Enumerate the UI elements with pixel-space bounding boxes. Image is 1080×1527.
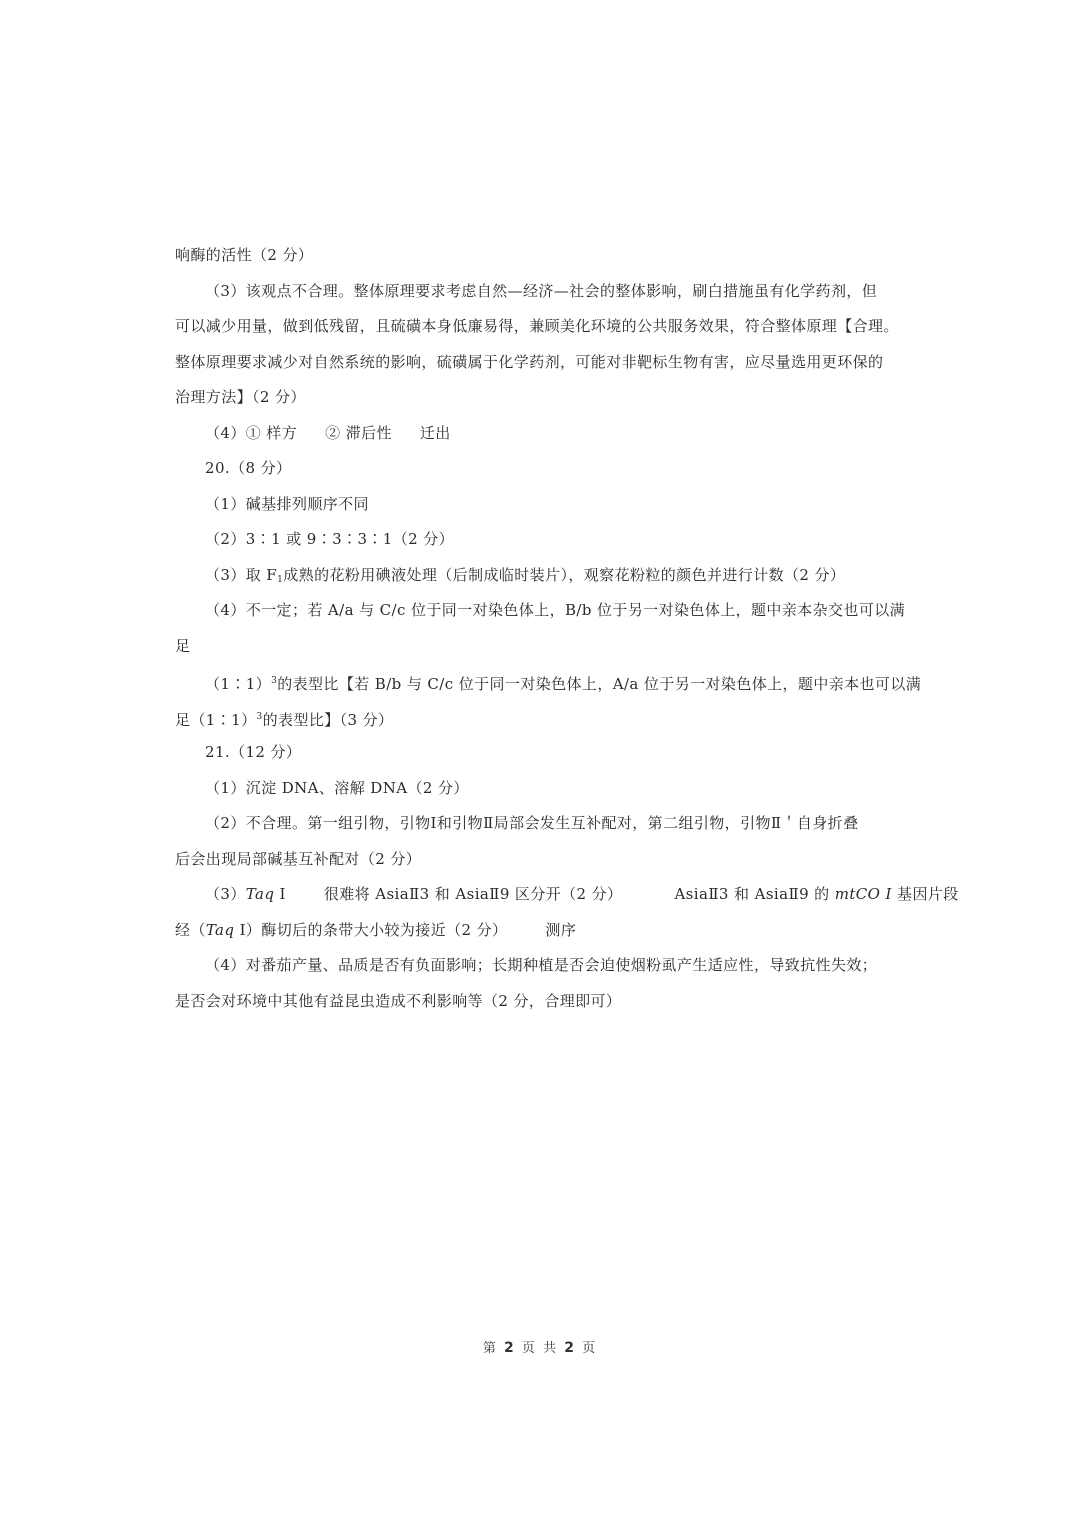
- answer-line: （3）该观点不合理。整体原理要求考虑自然—经济—社会的整体影响，刷白措施虽有化学药剂，但: [205, 282, 878, 300]
- superscript: 3: [271, 676, 278, 686]
- answer-line: 可以减少用量，做到低残留，且硫磺本身低廉易得，兼顾美化环境的公共服务效果，符合整体原理【合理。: [175, 317, 899, 335]
- answer-line: （1）沉淀 DNA、溶解 DNA（2 分）: [205, 779, 469, 797]
- answer-line: [175, 919, 915, 941]
- answer-line: 整体原理要求减少对自然系统的影响，硫磺属于化学药剂，可能对非靶标生物有害，应尽量选用更环保的: [175, 353, 884, 371]
- answer-part: ② 滞后性: [325, 424, 392, 442]
- answer-line: （2）不合理。第一组引物，引物Ⅰ和引物Ⅱ局部会发生互补配对，第二组引物，引物Ⅱ＇自身折叠: [205, 814, 859, 832]
- answer-line: [205, 422, 915, 444]
- answer-part: 成熟的花粉用碘液处理（后制成临时装片），观察花粉粒的颜色并进行计数（2 分）: [283, 566, 846, 584]
- answer-line: [175, 706, 915, 731]
- answer-part: （3）: [205, 885, 246, 903]
- answer-part: 的表型比】（3 分）: [262, 711, 394, 729]
- answer-line: 足: [175, 637, 191, 655]
- answer-line: （1）碱基排列顺序不同: [205, 495, 369, 513]
- answer-line: 是否会对环境中其他有益昆虫造成不利影响等（2 分，合理即可）: [175, 992, 622, 1010]
- question-number: 21.（12 分）: [205, 743, 302, 761]
- answer-part: 测序: [545, 921, 577, 939]
- question-number: 20.（8 分）: [205, 459, 292, 477]
- page-footer: [0, 1337, 1080, 1356]
- answer-part: 迁出: [419, 424, 451, 442]
- answer-line: （4）不一定；若 A/a 与 C/c 位于同一对染色体上，B/b 位于另一对染色体上，题中亲本杂交也可以满: [205, 601, 906, 619]
- answer-part: 的表型比【若 B/b 与 C/c 位于同一对染色体上，A/a 位于另一对染色体上，题中亲本也可以满: [277, 675, 922, 693]
- total-page-number: 2: [564, 1340, 576, 1356]
- answer-line: 后会出现局部碱基互补配对（2 分）: [175, 850, 422, 868]
- superscript: 3: [256, 712, 263, 722]
- answer-part: （4）① 样方: [205, 424, 298, 442]
- answer-part: AsiaⅡ3 和 AsiaⅡ9 的: [674, 885, 835, 903]
- answer-line: 响酶的活性（2 分）: [175, 246, 314, 264]
- enzyme-name: Taq: [205, 921, 235, 939]
- answer-line: [205, 883, 959, 905]
- footer-mid: 页 共: [521, 1341, 559, 1356]
- answer-line: [205, 670, 922, 695]
- answer-part: 经（: [175, 921, 206, 939]
- subscript: 1: [277, 575, 284, 585]
- answer-line: [205, 564, 915, 591]
- footer-prefix: 第: [482, 1341, 498, 1356]
- answer-line: 治理方法】（2 分）: [175, 388, 306, 406]
- current-page-number: 2: [504, 1340, 516, 1356]
- answer-line: （4）对番茄产量、品质是否有负面影响；长期种植是否会迫使烟粉虱产生适应性，导致抗性失效；: [205, 956, 878, 974]
- footer-suffix: 页: [582, 1341, 598, 1356]
- answer-part: 很难将 AsiaⅡ3 和 AsiaⅡ9 区分开（2 分）: [323, 885, 623, 903]
- gene-name: mtCO I: [834, 885, 892, 903]
- answer-part: Ⅰ: [274, 885, 286, 903]
- answer-part: 基因片段: [891, 885, 959, 903]
- answer-part: （1∶1）: [205, 675, 272, 693]
- answer-part: 足（1∶1）: [175, 711, 257, 729]
- enzyme-name: Taq: [245, 885, 275, 903]
- answer-part: Ⅰ）酶切后的条带大小较为接近（2 分）: [234, 921, 508, 939]
- answer-part: （3）取 F: [205, 566, 278, 584]
- answer-line: （2）3∶1 或 9∶3∶3∶1（2 分）: [205, 530, 455, 548]
